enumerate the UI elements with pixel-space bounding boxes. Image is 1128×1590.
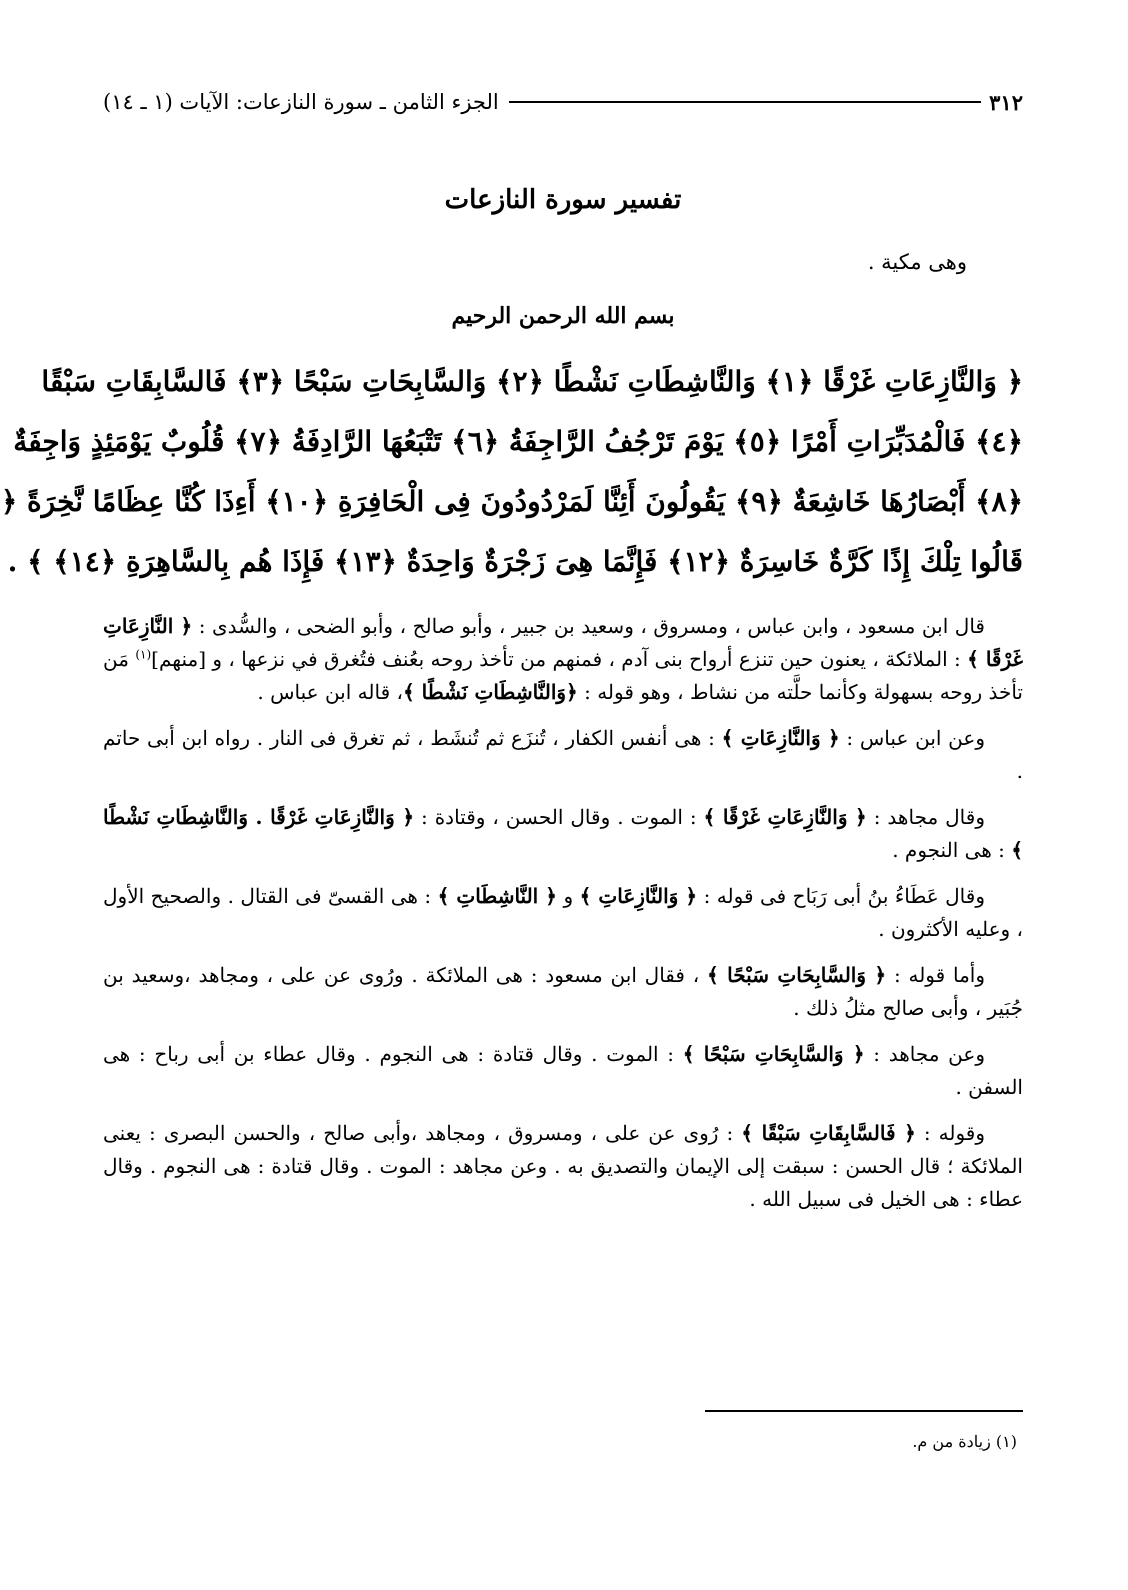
footnote: (١) زيادة من م. xyxy=(913,1432,1018,1451)
verse-quote: ﴿ النَّاشِطَاتِ ﴾ xyxy=(438,884,559,908)
surah-title: تفسير سورة النازعات xyxy=(445,185,683,215)
commentary-text: ، قاله ابن عباس . xyxy=(258,680,404,704)
commentary-text: مَن تأخذ روحه بسهولة وكأنما حلَّته من نشاط ، وهو قوله : xyxy=(104,647,1024,704)
quran-line: ﴿٨﴾ أَبْصَارُهَا خَاشِعَةٌ ﴿٩﴾ يَقُولُونَ أَئِنَّا لَمَرْدُودُونَ فِى الْحَافِرَةِ ﴿١٠﴾ أَءِذَا كُنَّا عِظَامًا نَّخِرَةً ﴿ xyxy=(1,485,1024,518)
commentary-text: وأما قوله : xyxy=(887,963,987,987)
commentary-paragraph xyxy=(104,610,1024,709)
quran-line: ﴿ وَالنَّازِعَاتِ غَرْقًا ﴿١﴾ وَالنَّاشِطَاتِ نَشْطًا ﴿٢﴾ وَالسَّابِحَاتِ سَبْحًا ﴿٣﴾ فَالسَّابِقَاتِ سَبْقًا xyxy=(42,365,1024,398)
commentary-text: وعن مجاهد : xyxy=(865,1042,986,1066)
header-rule xyxy=(510,101,982,103)
running-header xyxy=(104,82,1024,122)
commentary-paragraph xyxy=(104,959,1024,1025)
commentary-paragraph xyxy=(104,722,1024,788)
verse-quote: ﴿وَالنَّاشِطَاتِ نَشْطًا ﴾ xyxy=(403,680,579,704)
commentary-text: : الموت . وقال الحسن ، وقتادة : xyxy=(415,805,705,829)
commentary-text: وقال مجاهد : xyxy=(867,805,986,829)
verse-quote: ﴿ فَالسَّابِقَاتِ سَبْقًا ﴾ xyxy=(742,1121,917,1145)
footnote-rule xyxy=(706,1410,1024,1412)
commentary-paragraph xyxy=(104,880,1024,946)
verse-quote: ﴿ وَالسَّابِحَاتِ سَبْحًا ﴾ xyxy=(683,1042,866,1066)
commentary xyxy=(104,610,1024,1229)
commentary-paragraph xyxy=(104,1117,1024,1216)
quran-verses xyxy=(1,352,1024,592)
quran-line: قَالُوا تِلْكَ إِذًا كَرَّةٌ خَاسِرَةٌ ﴿١٢﴾ فَإِنَّمَا هِىَ زَجْرَةٌ وَاحِدَةٌ ﴿١٣﴾ فَإِذَا هُم بِالسَّاهِرَةِ ﴿١٤﴾ ﴾ . xyxy=(8,545,1024,578)
verse-quote: ﴿ وَالنَّازِعَاتِ غَرْقًا . وَالنَّاشِطَاتِ نَشْطًا ﴾ xyxy=(104,805,1024,862)
commentary-text: : هى القسىّ فى القتال . والصحيح الأول ، وعليه الأكثرون . xyxy=(104,884,1024,941)
commentary-paragraph xyxy=(104,801,1024,867)
commentary-text: وقال عَطَاءُ بنُ أبى رَبَاح فى قوله : xyxy=(698,884,986,908)
verse-quote: ﴿ وَالنَّازِعَاتِ غَرْقًا ﴾ xyxy=(704,805,868,829)
page-number: ٣١٢ xyxy=(990,89,1024,115)
verse-quote: ﴿ وَالنَّازِعَاتِ ﴾ xyxy=(580,884,699,908)
commentary-text: ، فقال ابن مسعود : هى الملائكة . ورُوى عن على ، ومجاهد ،وسعيد بن جُبَير ، وأبى صالح مثلُ ذلك . xyxy=(104,963,1024,1020)
verse-quote: ﴿ النَّازِعَاتِ غَرْقًا ﴾ xyxy=(104,614,1024,671)
commentary-text: وعن ابن عباس : xyxy=(840,726,986,750)
commentary-text: قال ابن مسعود ، وابن عباس ، ومسروق ، وسعيد بن جبير ، وأبو صالح ، وأبو الضحى ، والسُّدى : xyxy=(193,614,986,638)
commentary-paragraph xyxy=(104,1038,1024,1104)
commentary-text: : الملائكة ، يعنون حين تنزع أرواح بنى آدم ، فمنهم من تأخذ روحه بعُنف فتُغرق في نزعها ، و [منهم] xyxy=(152,647,969,671)
revelation-note: وهى مكية . xyxy=(868,250,968,274)
commentary-text: و xyxy=(558,884,581,908)
commentary-text: وقوله : xyxy=(916,1121,987,1145)
commentary-text: : هى النجوم . xyxy=(893,838,1013,862)
commentary-text: : رُوى عن على ، ومسروق ، ومجاهد ،وأبى صالح ، والحسن البصرى : يعنى الملائكة ؛ قال الحسن : سبقت إلى الإيمان والتصديق به . وعن مجاهد : الموت . وقال قتادة : هى النجوم . وقال عطاء : هى الخيل فى سبيل الله . xyxy=(104,1121,1024,1211)
verse-quote: ﴿ وَالسَّابِحَاتِ سَبْحًا ﴾ xyxy=(708,963,888,987)
quran-line: ﴿٤﴾ فَالْمُدَبِّرَاتِ أَمْرًا ﴿٥﴾ يَوْمَ تَرْجُفُ الرَّاجِفَةُ ﴿٦﴾ تَتْبَعُهَا الرَّادِفَةُ ﴿٧﴾ قُلُوبٌ يَوْمَئِذٍ وَاجِفَةٌ xyxy=(14,425,1024,458)
running-title: الجزء الثامن ـ سورة النازعات: الآيات (١ ـ ١٤) xyxy=(104,90,500,114)
commentary-text: : هى أنفس الكفار ، تُنزَع ثم تُنشَط ، ثم تغرق فى النار . رواه ابن أبى حاتم . xyxy=(104,726,1024,783)
footnote-marker: (١) xyxy=(136,647,153,662)
verse-quote: ﴿ وَالنَّازِعَاتِ ﴾ xyxy=(722,726,841,750)
basmala: بسم الله الرحمن الرحيم xyxy=(452,303,676,329)
commentary-text: : الموت . وقال قتادة : هى النجوم . وقال عطاء بن أبى رباح : هى السفن . xyxy=(104,1042,1024,1099)
